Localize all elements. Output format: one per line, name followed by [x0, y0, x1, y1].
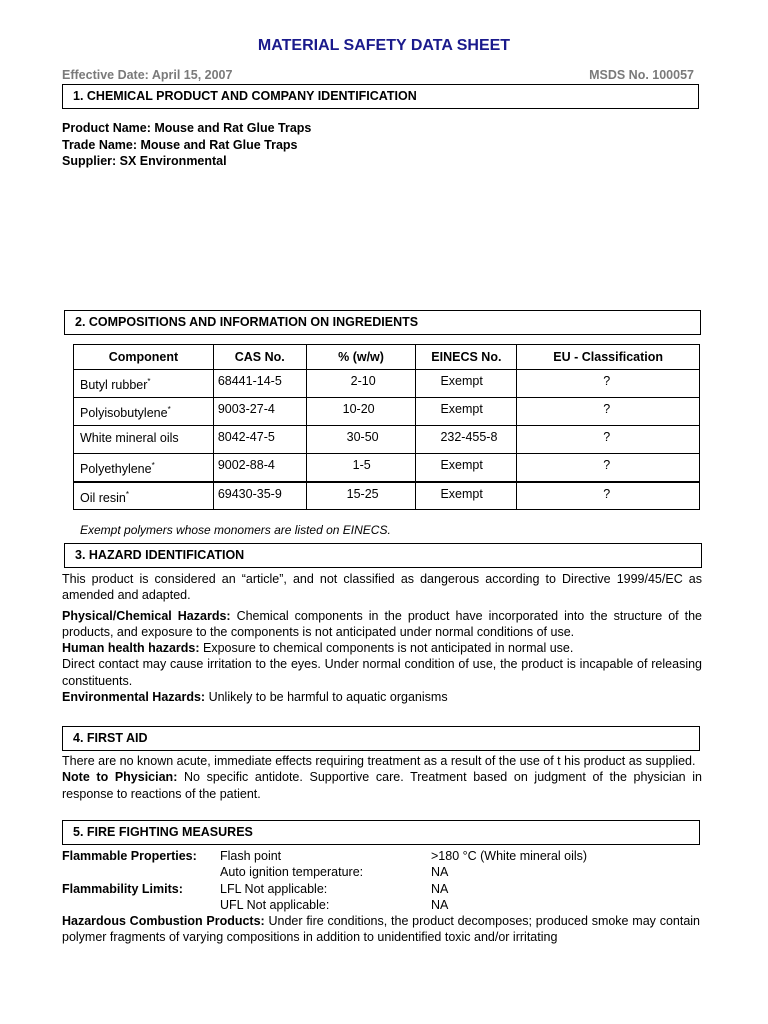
- eu-cell: ?: [517, 398, 700, 426]
- cas-cell: 69430-35-9: [213, 482, 306, 510]
- column-header: EINECS No.: [416, 345, 517, 370]
- effective-date: Effective Date: April 15, 2007: [62, 68, 233, 82]
- eu-cell: ?: [517, 370, 700, 398]
- einecs-cell: Exempt: [416, 454, 517, 482]
- einecs-cell: Exempt: [416, 482, 517, 510]
- ufl-row: UFL Not applicable: NA: [220, 897, 449, 912]
- table-row: [74, 426, 700, 454]
- pct-cell: 10-20: [306, 398, 416, 426]
- exempt-polymers-note: Exempt polymers whose monomers are listed on EINECS.: [80, 523, 391, 537]
- trade-name: Trade Name: Mouse and Rat Glue Traps: [62, 137, 298, 152]
- table-row: [74, 398, 700, 426]
- lfl-row: Flammability Limits: LFL Not applicable: NA: [62, 881, 449, 896]
- cas-cell: 9002-88-4: [213, 454, 306, 482]
- hazard-intro: This product is considered an “article”, and not classified as dangerous according to Directive 1999/45/EC as amended and adapted.: [62, 572, 702, 603]
- column-header: Component: [74, 345, 214, 370]
- column-header: % (w/w): [306, 345, 416, 370]
- table-row: [74, 454, 700, 482]
- column-header: EU - Classification: [517, 345, 700, 370]
- component-cell: Butyl rubber*: [74, 370, 214, 398]
- human-health-hazards: Human health hazards: Exposure to chemical components is not anticipated in normal use.: [62, 641, 574, 656]
- pct-cell: 15-25: [306, 482, 416, 510]
- section-2-heading: 2. COMPOSITIONS AND INFORMATION ON INGREDIENTS: [64, 310, 701, 335]
- eu-cell: ?: [517, 426, 700, 454]
- first-aid-text: There are no known acute, immediate effects requiring treatment as a result of the use of t his product as supplied.: [62, 754, 696, 768]
- fire-properties: [62, 848, 702, 913]
- einecs-cell: 232-455-8: [416, 426, 517, 454]
- document-title: MATERIAL SAFETY DATA SHEET: [257, 37, 511, 54]
- environmental-hazards: Environmental Hazards: Unlikely to be harmful to aquatic organisms: [62, 690, 448, 705]
- column-header: CAS No.: [213, 345, 306, 370]
- auto-ignition-row: Auto ignition temperature: NA: [220, 865, 449, 880]
- composition-table: [73, 344, 700, 510]
- einecs-cell: Exempt: [416, 370, 517, 398]
- pct-cell: 2-10: [306, 370, 416, 398]
- product-name: Product Name: Mouse and Rat Glue Traps: [62, 121, 312, 135]
- table-row: [74, 370, 700, 398]
- pct-cell: 30-50: [306, 426, 416, 454]
- table-header-row: [74, 345, 700, 370]
- direct-contact-text: Direct contact may cause irritation to the eyes. Under normal condition of use, the product is incapable of releasing constituents.: [62, 657, 702, 688]
- component-cell: Polyisobutylene*: [74, 398, 214, 426]
- einecs-cell: Exempt: [416, 398, 517, 426]
- eu-cell: ?: [517, 482, 700, 510]
- section-1-heading: 1. CHEMICAL PRODUCT AND COMPANY IDENTIFICATION: [62, 84, 699, 109]
- component-cell: Polyethylene*: [74, 454, 214, 482]
- pct-cell: 1-5: [306, 454, 416, 482]
- msds-number: MSDS No. 100057: [589, 68, 694, 82]
- physical-chemical-hazards: Physical/Chemical Hazards: Chemical components in the product have incorporated into the structure of the products, and exposure to the components is not anticipated under normal conditions of use.: [62, 608, 703, 639]
- section-5-heading: 5. FIRE FIGHTING MEASURES: [62, 820, 700, 845]
- cas-cell: 9003-27-4: [213, 398, 306, 426]
- product-identification: [62, 120, 311, 170]
- section-3-heading: 3. HAZARD IDENTIFICATION: [64, 543, 702, 568]
- flash-point-row: Flammable Properties: Flash point >180 °C (White mineral oils): [62, 849, 588, 863]
- table-row: [74, 482, 700, 510]
- section-3-body: [62, 571, 702, 705]
- supplier: Supplier: SX Environmental: [62, 154, 227, 168]
- note-to-physician: Note to Physician: No specific antidote. Supportive care. Treatment based on judgment of the physician in response to reactions of the patient.: [62, 770, 702, 801]
- hazardous-combustion-products: Hazardous Combustion Products: Under fire conditions, the product decomposes; produced smoke may contain polymer fragments of varying compositions in addition to unidentified toxic and/or irritating: [62, 914, 700, 945]
- section-4-heading: 4. FIRST AID: [62, 726, 700, 751]
- component-cell: White mineral oils: [74, 426, 214, 454]
- cas-cell: 68441-14-5: [213, 370, 306, 398]
- component-cell: Oil resin*: [74, 482, 214, 510]
- cas-cell: 8042-47-5: [213, 426, 306, 454]
- eu-cell: ?: [517, 454, 700, 482]
- section-4-body: [62, 753, 702, 802]
